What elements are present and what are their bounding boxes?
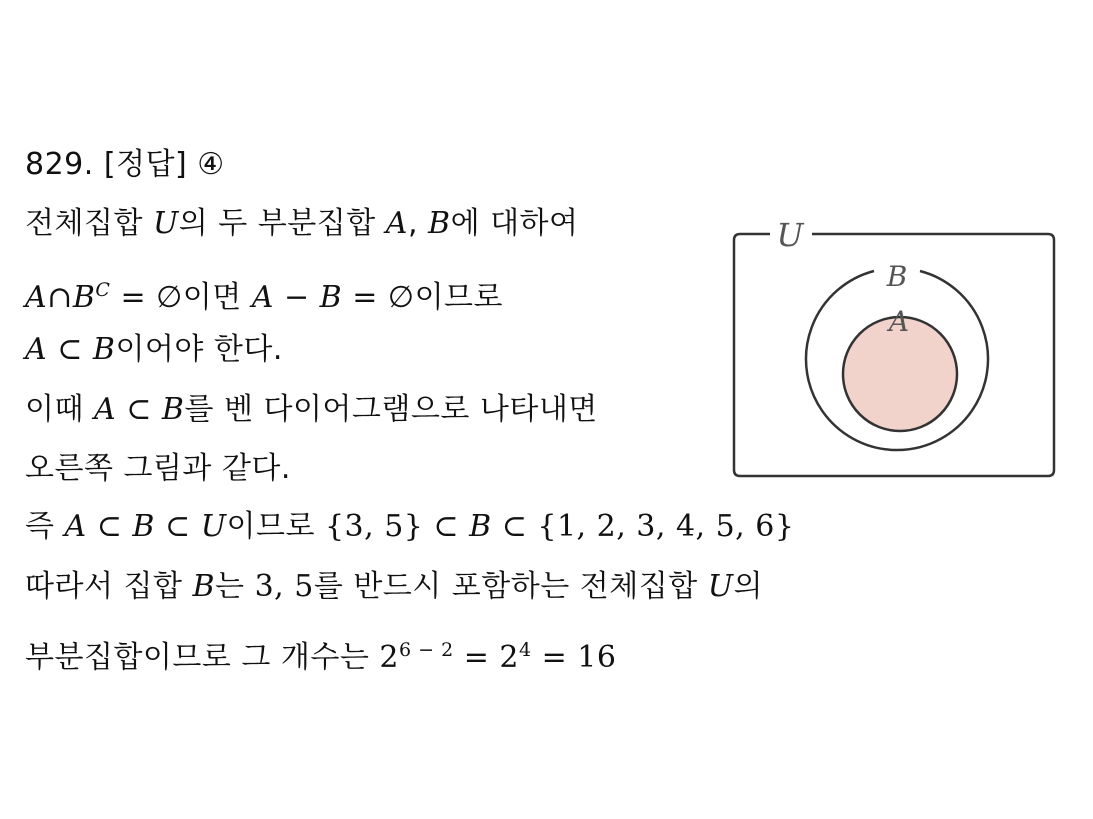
text: 에 대하여 — [450, 206, 579, 241]
set-B: B — [132, 509, 155, 544]
text: 를 벤 다이어그램으로 나타내면 — [184, 392, 598, 427]
set-B: B — [192, 569, 216, 604]
power-exponent: 4 — [518, 639, 532, 661]
solution-line-7 — [25, 567, 763, 607]
solution-line-1 — [25, 204, 579, 244]
equals: = — [110, 280, 157, 315]
venn-diagram — [728, 214, 1060, 482]
result: 16 — [577, 640, 617, 675]
set-A: A — [385, 206, 408, 241]
set-U: U — [152, 206, 179, 241]
subset-symbol: ⊂ — [154, 509, 201, 544]
solution-line-8 — [25, 630, 616, 678]
set-B: B — [428, 206, 451, 241]
solution-line-3 — [25, 330, 283, 370]
subset-symbol: ⊂ — [491, 509, 538, 544]
minus: − — [273, 280, 320, 315]
text: 이때 — [25, 392, 94, 427]
set-U: U — [200, 509, 227, 544]
problem-number: 829. — [25, 147, 94, 182]
text: , — [407, 206, 429, 241]
label-A: A — [888, 305, 910, 338]
equals: = — [453, 640, 500, 675]
text: 를 반드시 포함하는 전체집합 — [313, 569, 708, 604]
empty-set: ∅ — [387, 280, 415, 315]
label-B: B — [886, 260, 908, 293]
set-B: B — [72, 280, 96, 315]
power-exponent: 6 − 2 — [398, 639, 454, 661]
text: 의 두 부분집합 — [178, 206, 386, 241]
problem-header — [25, 145, 225, 185]
complement-sup: C — [95, 279, 111, 301]
solution-line-2 — [25, 270, 503, 318]
cap-symbol: ∩ — [47, 280, 73, 315]
text: 오른쪽 그림과 같다. — [25, 451, 291, 486]
subset-symbol: ⊂ — [47, 332, 93, 367]
solution-line-6 — [25, 507, 794, 547]
text: 즉 — [25, 509, 65, 544]
text: 이면 — [182, 280, 252, 315]
power-base: 2 — [499, 640, 519, 675]
set-B: B — [469, 509, 492, 544]
set-A: A — [64, 509, 87, 544]
answer-value: ④ — [197, 147, 225, 182]
power-base: 2 — [379, 640, 399, 675]
set-A: A — [94, 392, 117, 427]
text: 따라서 집합 — [25, 569, 193, 604]
text: 이어야 한다. — [115, 332, 283, 367]
label-U: U — [776, 216, 804, 254]
solution-line-5 — [25, 449, 291, 489]
equals: = — [342, 280, 388, 315]
subset-symbol: ⊂ — [423, 509, 470, 544]
text: 의 — [733, 569, 763, 604]
numbers: 3, 5 — [254, 569, 314, 604]
answer-label: [정답] — [103, 147, 188, 182]
empty-set: ∅ — [156, 280, 183, 315]
subset-symbol: ⊂ — [116, 392, 162, 427]
solution-line-4 — [25, 390, 598, 430]
text: 부분집합이므로 그 개수는 — [25, 640, 380, 675]
set-B: B — [161, 392, 185, 427]
set-B: B — [319, 280, 343, 315]
text: 전체집합 — [25, 206, 153, 241]
text: 이므로 — [414, 280, 504, 315]
text: 이므로 — [226, 509, 325, 544]
text: 는 — [215, 569, 255, 604]
set-A: A — [25, 280, 48, 315]
set-literal: {1, 2, 3, 4, 5, 6} — [537, 509, 795, 544]
set-A: A — [251, 280, 274, 315]
set-A: A — [25, 332, 48, 367]
set-literal: {3, 5} — [324, 509, 424, 544]
set-U: U — [707, 569, 734, 604]
subset-symbol: ⊂ — [86, 509, 133, 544]
equals: = — [531, 640, 578, 675]
set-B: B — [92, 332, 116, 367]
